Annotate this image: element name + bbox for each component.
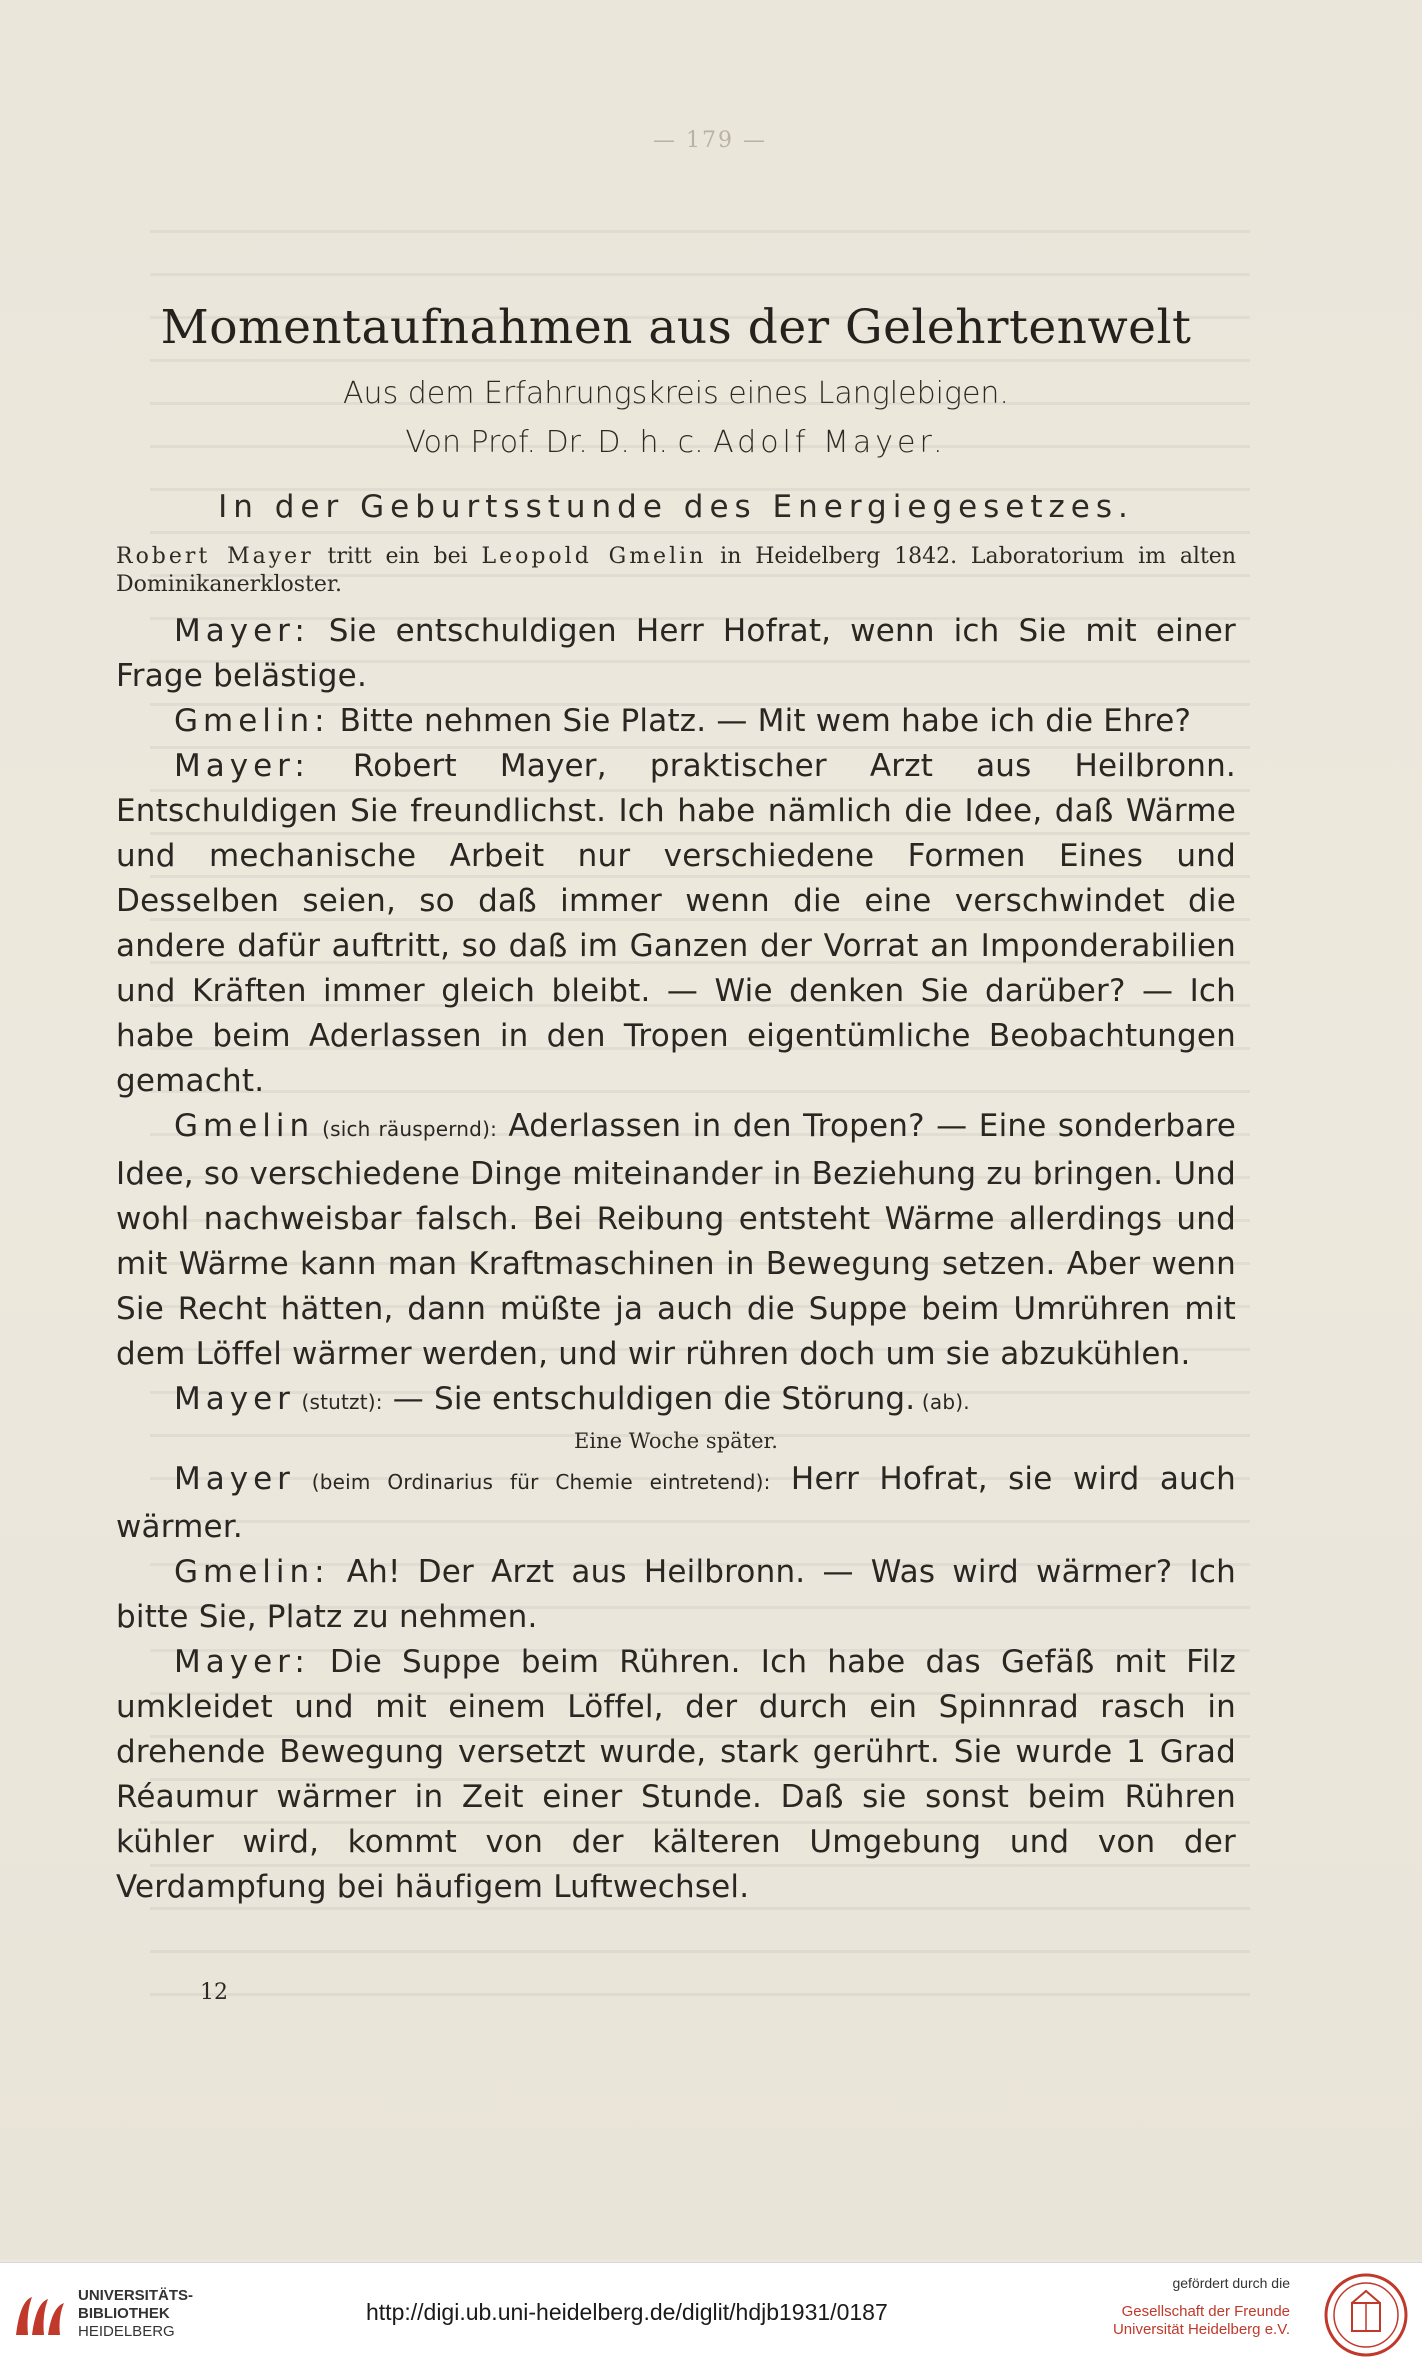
running-head: — 179 — — [653, 128, 767, 153]
digitization-footer — [0, 2262, 1422, 2363]
speaker: Mayer: — [174, 613, 310, 649]
sponsor-line-2: Universität Heidelberg e.V. — [1112, 2321, 1290, 2338]
dialogue-text: Sie entschuldigen Herr Hofrat, wenn ich Sie mit einer Frage belästige. — [116, 613, 1236, 694]
intro-text-2: in Heidelberg 1842. Laboratorium im alten Dominikanerkloster. — [116, 544, 1236, 597]
library-line-3: HEIDELBERG — [78, 2323, 175, 2340]
article-title: Momentaufnahmen aus der Gelehrtenwelt — [160, 300, 1192, 355]
speaker: Mayer — [174, 1381, 295, 1417]
speaker: Gmelin: — [174, 1554, 330, 1590]
article — [116, 300, 1236, 1910]
dialogue-paragraph — [116, 609, 1236, 699]
dialogue-text: Herr Hofrat, sie wird auch wärmer. — [116, 1461, 1236, 1545]
funded-by-label: gefördert durch die — [1172, 2275, 1290, 2291]
speaker: Mayer: — [174, 1644, 310, 1680]
dialogue-paragraph — [116, 1377, 1236, 1425]
university-seal-icon — [1324, 2273, 1408, 2357]
dialogue-text: Die Suppe beim Rühren. Ich habe das Gefäß mit Filz umkleidet und mit einem Löffel, der durch ein Spinnrad rasch in drehende Bewegung versetzt wurde, stark gerührt. Sie wurde 1 Grad Réaumur wärmer in Zeit einer Stunde. Daß sie sonst beim Rühren kühler wird, kommt von der kälteren Umgebung und von der Verdampfung bei häufigem Luftwechsel. — [116, 1644, 1236, 1905]
dialogue-paragraph — [116, 1457, 1236, 1550]
library-line-2: BIBLIOTHEK — [78, 2305, 170, 2322]
intro-text-1: tritt ein bei — [313, 544, 482, 569]
stage-direction: (beim Ordinarius für Chemie eintretend): — [294, 1470, 771, 1494]
permalink-url[interactable]: http://digi.ub.uni-heidelberg.de/diglit/hdjb1931/0187 — [366, 2299, 888, 2325]
stage-direction-exit: (ab). — [915, 1390, 970, 1414]
dialogue-text: Ah! Der Arzt aus Heilbronn. — Was wird wärmer? Ich bitte Sie, Platz zu nehmen. — [116, 1554, 1236, 1635]
speaker: Gmelin: — [174, 703, 330, 739]
speaker: Mayer — [174, 1461, 295, 1497]
speaker: Gmelin — [174, 1108, 315, 1144]
article-byline — [116, 418, 1236, 467]
byline-prefix: Von Prof. Dr. D. h. c. — [405, 425, 704, 460]
stage-direction: (sich räuspernd): — [314, 1117, 498, 1141]
section-heading: In der Geburtsstunde des Energiegesetzes. — [218, 489, 1134, 525]
sponsor-block — [1113, 2275, 1290, 2339]
sponsor-line-1: Gesellschaft der Freunde — [1121, 2303, 1290, 2320]
dialogue-paragraph — [116, 699, 1236, 744]
dialogue-paragraph — [116, 744, 1236, 1104]
byline-author: Adolf Mayer. — [713, 425, 947, 460]
dialogue-paragraph — [116, 1550, 1236, 1640]
intro-name-1: Robert Mayer — [116, 544, 314, 569]
dialogue-text: — Sie entschuldigen die Störung. — [382, 1381, 916, 1417]
article-subtitle: Aus dem Erfahrungskreis eines Langlebigen. — [343, 376, 1009, 411]
library-name — [78, 2287, 193, 2341]
dialogue-paragraph — [116, 1640, 1236, 1910]
dialogue-paragraph — [116, 1104, 1236, 1377]
scene-break: Eine Woche später. — [574, 1429, 778, 1453]
library-line-1: UNIVERSITÄTS- — [78, 2287, 194, 2304]
dialogue-text: Bitte nehmen Sie Platz. — Mit wem habe ich die Ehre? — [329, 703, 1192, 739]
page-number: 12 — [200, 1980, 228, 2005]
speaker: Mayer: — [174, 748, 310, 784]
dialogue-text: Robert Mayer, praktischer Arzt aus Heilbronn. Entschuldigen Sie freundlichst. Ich habe nämlich die Idee, daß Wärme und mechanische Arbeit nur verschiedene Formen Eines und Desselben seien, so daß immer wenn die eine verschwindet die andere dafür auftritt, so daß im Ganzen der Vorrat an Imponderabilien und Kräften immer gleich bleibt. — Wie denken Sie darüber? — Ich habe beim Aderlassen in den Tropen eigentümliche Beobachtungen gemacht. — [116, 748, 1236, 1099]
intro-paragraph — [116, 543, 1236, 599]
stage-direction: (stutzt): — [294, 1390, 383, 1414]
dialogue-text: Aderlassen in den Tropen? — Eine sonderbare Idee, so verschiedene Dinge miteinander in Beziehung zu bringen. Und wohl nachweisbar falsch. Bei Reibung entsteht Wärme allerdings und mit Wärme kann man Kraftmaschinen in Bewegung setzen. Aber wenn Sie Recht hätten, dann müßte ja auch die Suppe beim Umrühren mit dem Löffel wärmer werden, und wir rühren doch um sie abzukühlen. — [116, 1108, 1236, 1372]
intro-name-2: Leopold Gmelin — [481, 544, 707, 569]
ub-heidelberg-logo-icon — [12, 2291, 68, 2341]
